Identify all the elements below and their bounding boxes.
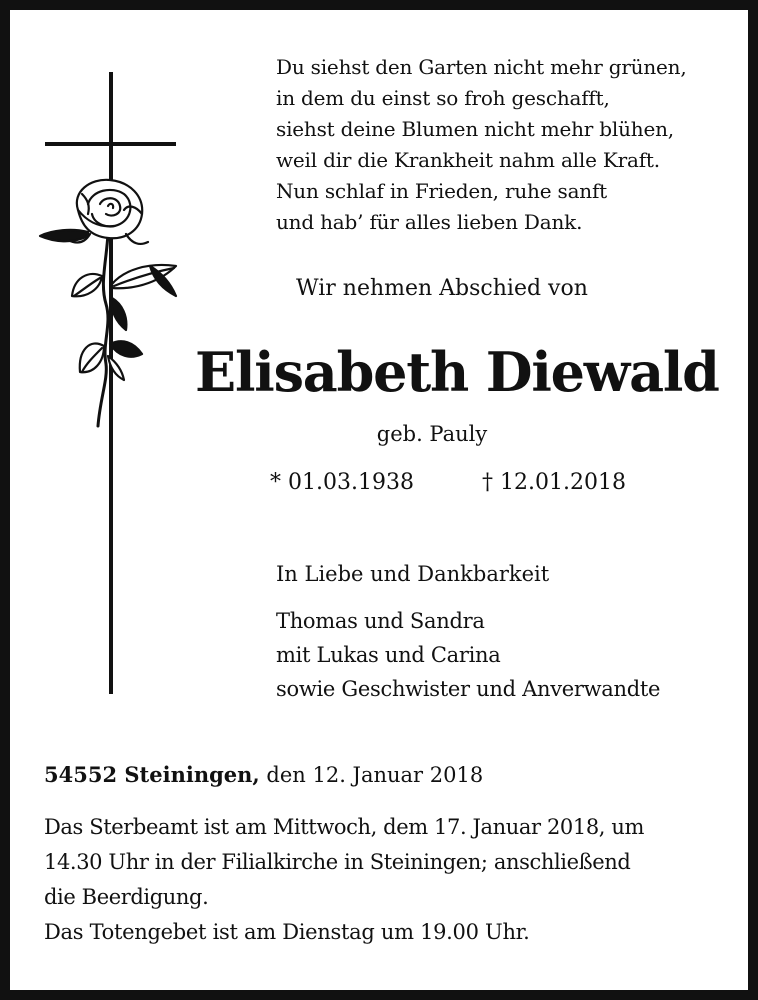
place: 54552 Steiningen, (44, 762, 260, 787)
mourners-intro: In Liebe und Dankbarkeit (276, 562, 550, 586)
maiden-name-row (0, 422, 758, 446)
mourners-list (276, 604, 660, 706)
poem-line: und hab’ für alles lieben Dank. (276, 210, 583, 234)
poem-line: Du siehst den Garten nicht mehr grünen, (276, 55, 687, 79)
service-line: Das Sterbeamt ist am Mittwoch, dem 17. Januar 2018, um (44, 815, 644, 839)
place-date (44, 762, 483, 787)
mourner-line: sowie Geschwister und Anverwandte (276, 677, 661, 701)
service-line: 14.30 Uhr in der Filialkirche in Steiningen; anschließend (44, 850, 631, 874)
rose-icon (38, 174, 180, 432)
rosary-info: Das Totengebet ist am Dienstag um 19.00 Uhr. (44, 920, 530, 944)
farewell-heading: Wir nehmen Abschied von (296, 276, 588, 301)
poem (276, 52, 736, 238)
poem-line: Nun schlaf in Frieden, ruhe sanft (276, 179, 608, 203)
death-date: † 12.01.2018 (482, 470, 626, 495)
mourner-line: Thomas und Sandra (276, 609, 485, 633)
mourner-line: mit Lukas und Carina (276, 643, 501, 667)
cross-bar (45, 142, 176, 146)
service-info (44, 810, 734, 915)
birth-date: * 01.03.1938 (270, 470, 414, 495)
deceased-name: Elisabeth Diewald (195, 340, 719, 404)
date: den 12. Januar 2018 (266, 763, 484, 787)
poem-line: siehst deine Blumen nicht mehr blühen, (276, 117, 674, 141)
poem-line: weil dir die Krankheit nahm alle Kraft. (276, 148, 660, 172)
poem-line: in dem du einst so froh geschafft, (276, 86, 610, 110)
service-line: die Beerdigung. (44, 885, 209, 909)
maiden-name: geb. Pauly (376, 422, 488, 446)
